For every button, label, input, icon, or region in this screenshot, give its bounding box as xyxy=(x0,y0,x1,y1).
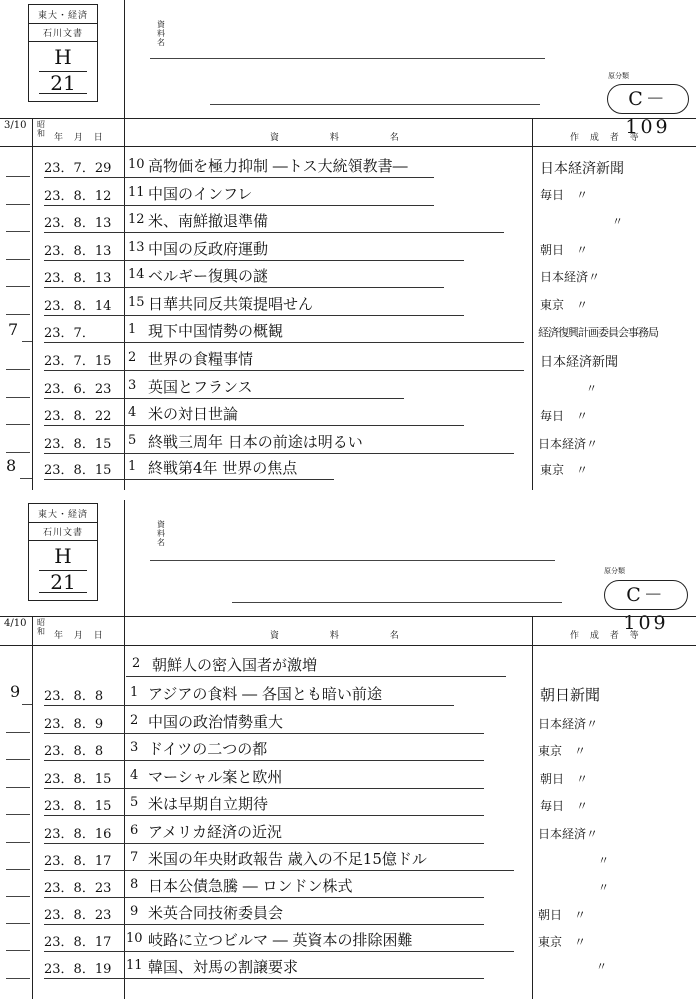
row-no: 12 xyxy=(128,212,145,227)
row-no: 1 xyxy=(128,322,137,337)
row-date: 23．8．8 xyxy=(44,689,104,704)
header-date: 年 月 日 xyxy=(54,133,107,143)
row-date: 23．8．23 xyxy=(44,881,112,896)
header-author: 作 成 者 等 xyxy=(570,631,643,641)
row-author: 〃 xyxy=(598,854,609,867)
row-date: 23．8．19 xyxy=(44,962,112,977)
row-no: 5 xyxy=(128,433,137,448)
row-no: 10 xyxy=(126,931,143,946)
row-author: 毎日 〃 xyxy=(540,409,589,423)
row-no: 3 xyxy=(130,740,139,755)
row-title: 韓国、対馬の割譲要求 xyxy=(148,958,299,976)
row-title: 世界の食糧事情 xyxy=(148,350,254,368)
row-title: 米、南鮮撤退準備 xyxy=(148,212,269,230)
row-no: 6 xyxy=(130,823,139,838)
row-date: 23．8．17 xyxy=(44,854,112,869)
row-title: 岐路に立つビルマ ― 英資本の排除困難 xyxy=(148,931,413,949)
row-date: 23．8．12 xyxy=(44,189,112,204)
row-date: 23．8．15 xyxy=(44,437,112,452)
header-date: 年 月 日 xyxy=(54,631,107,641)
row-date: 23．8．15 xyxy=(44,463,112,478)
row-date: 23．7．29 xyxy=(44,161,112,176)
row-group-mark: 8 xyxy=(6,456,17,475)
row-title: 高物価を極力抑制 ―トス大統領教書― xyxy=(148,157,408,175)
row-date: 23．8．15 xyxy=(44,799,112,814)
row-group-mark: 9 xyxy=(10,682,21,701)
row-author: 朝日 〃 xyxy=(538,908,587,922)
row-author: 朝日 〃 xyxy=(540,772,589,786)
stamp-letter: H xyxy=(54,45,72,69)
row-title: 英国とフランス xyxy=(148,378,253,396)
row-date: 23．8．15 xyxy=(44,772,112,787)
classification-code: C－109 xyxy=(604,580,688,610)
title-label: 資 料 名 xyxy=(157,520,165,547)
row-no: 2 xyxy=(132,656,141,671)
row-author: 毎日 〃 xyxy=(540,188,589,202)
row-title: 現下中国情勢の概観 xyxy=(148,322,284,340)
row-date: 23．8．9 xyxy=(44,717,104,732)
row-no: 7 xyxy=(130,850,139,865)
row-author: 東京 〃 xyxy=(538,744,587,758)
row-no: 9 xyxy=(130,904,139,919)
stamp-line-2: 石川文書 xyxy=(42,528,83,538)
code-label: 原分類 xyxy=(604,567,625,575)
page-mark: 3/10 xyxy=(4,120,27,131)
row-no: 11 xyxy=(126,958,143,973)
row-title: 終戦三周年 日本の前途は明るい xyxy=(148,433,363,451)
row-date: 23．8．23 xyxy=(44,908,112,923)
row-no: 1 xyxy=(128,459,137,474)
row-date: 23．7．15 xyxy=(44,354,112,369)
row-no: 2 xyxy=(128,350,137,365)
row-title: マーシャル案と欧州 xyxy=(148,768,283,786)
row-author: 〃 xyxy=(586,382,597,395)
row-no: 13 xyxy=(128,240,145,255)
row-date: 23．7． xyxy=(44,326,95,341)
row-date: 23．8．13 xyxy=(44,216,112,231)
row-no: 11 xyxy=(128,185,145,200)
stamp-line-1: 東大・経済 xyxy=(37,510,88,520)
title-label: 資 料 名 xyxy=(157,20,165,47)
classification-code: C－109 xyxy=(607,84,689,114)
row-title: 米の対日世論 xyxy=(148,405,239,423)
row-date: 23．8．22 xyxy=(44,409,112,424)
row-title: ベルギー復興の謎 xyxy=(148,267,269,285)
row-date: 23．8．8 xyxy=(44,744,104,759)
page-mark: 4/10 xyxy=(4,618,27,629)
row-title: 日本公債急騰 ― ロンドン株式 xyxy=(148,877,353,895)
row-title: 日華共同反共策提唱せん xyxy=(148,295,314,313)
header-doc-name: 資 料 名 xyxy=(270,133,423,143)
stamp-line-1: 東大・経済 xyxy=(37,11,88,21)
row-title: 終戦第4年 世界の焦点 xyxy=(148,459,298,477)
row-author: 日本経済〃 xyxy=(538,437,599,451)
row-title: 中国のインフレ xyxy=(148,185,253,203)
row-no: 3 xyxy=(128,378,137,393)
row-no: 5 xyxy=(130,795,139,810)
row-title: 米英合同技術委員会 xyxy=(148,904,284,922)
row-no: 4 xyxy=(128,405,137,420)
row-no: 15 xyxy=(128,295,145,310)
row-author: 朝日 〃 xyxy=(540,243,589,257)
stamp-line-2: 石川文書 xyxy=(42,29,83,39)
row-author: 経済復興計画委員会事務局 xyxy=(538,326,658,339)
row-title: 米は早期自立期待 xyxy=(148,795,269,813)
row-date: 23．6．23 xyxy=(44,382,112,397)
row-title: 米国の年央財政報告 歳入の不足15億ドル xyxy=(148,850,427,868)
row-author: 日本経済新聞 xyxy=(540,355,619,370)
row-no: 8 xyxy=(130,877,139,892)
row-author: 東京 〃 xyxy=(540,298,589,312)
row-title: 中国の反政府運動 xyxy=(148,240,269,258)
row-author: 日本経済〃 xyxy=(538,717,599,731)
row-author: 東京 〃 xyxy=(538,935,587,949)
row-author: 朝日新聞 xyxy=(540,686,601,704)
header-author: 作 成 者 等 xyxy=(570,133,643,143)
row-date: 23．8．13 xyxy=(44,244,112,259)
row-author: 〃 xyxy=(598,881,609,894)
stamp-number: 21 xyxy=(50,71,76,95)
archive-stamp xyxy=(28,4,98,102)
row-title: 朝鮮人の密入国者が激増 xyxy=(152,656,318,674)
era-label: 昭 和 xyxy=(37,618,45,636)
header-doc-name: 資 料 名 xyxy=(270,631,423,641)
row-date: 23．8．17 xyxy=(44,935,112,950)
row-no: 1 xyxy=(130,685,139,700)
row-no: 2 xyxy=(130,713,139,728)
row-no: 14 xyxy=(128,267,145,282)
row-author: 東京 〃 xyxy=(540,463,589,477)
row-date: 23．8．14 xyxy=(44,299,112,314)
era-label: 昭 和 xyxy=(37,120,45,138)
row-title: アメリカ経済の近況 xyxy=(148,823,282,841)
row-author: 〃 xyxy=(596,960,607,973)
row-date: 23．8．16 xyxy=(44,827,112,842)
row-title: ドイツの二つの都 xyxy=(148,740,268,758)
row-author: 日本経済〃 xyxy=(538,827,599,841)
row-author: 日本経済新聞 xyxy=(540,161,624,177)
archive-stamp xyxy=(28,503,98,601)
row-no: 10 xyxy=(128,157,145,172)
row-author: 日本経済〃 xyxy=(540,270,601,284)
row-title: 中国の政治情勢重大 xyxy=(148,713,284,731)
row-date: 23．8．13 xyxy=(44,271,112,286)
stamp-number: 21 xyxy=(50,570,76,594)
code-label: 原分類 xyxy=(608,72,629,80)
row-author: 〃 xyxy=(612,215,623,228)
row-title: アジアの食料 ― 各国とも暗い前途 xyxy=(148,685,382,703)
row-group-mark: 7 xyxy=(8,320,19,339)
row-no: 4 xyxy=(130,768,139,783)
row-author: 毎日 〃 xyxy=(540,799,589,813)
stamp-letter: H xyxy=(54,544,72,568)
